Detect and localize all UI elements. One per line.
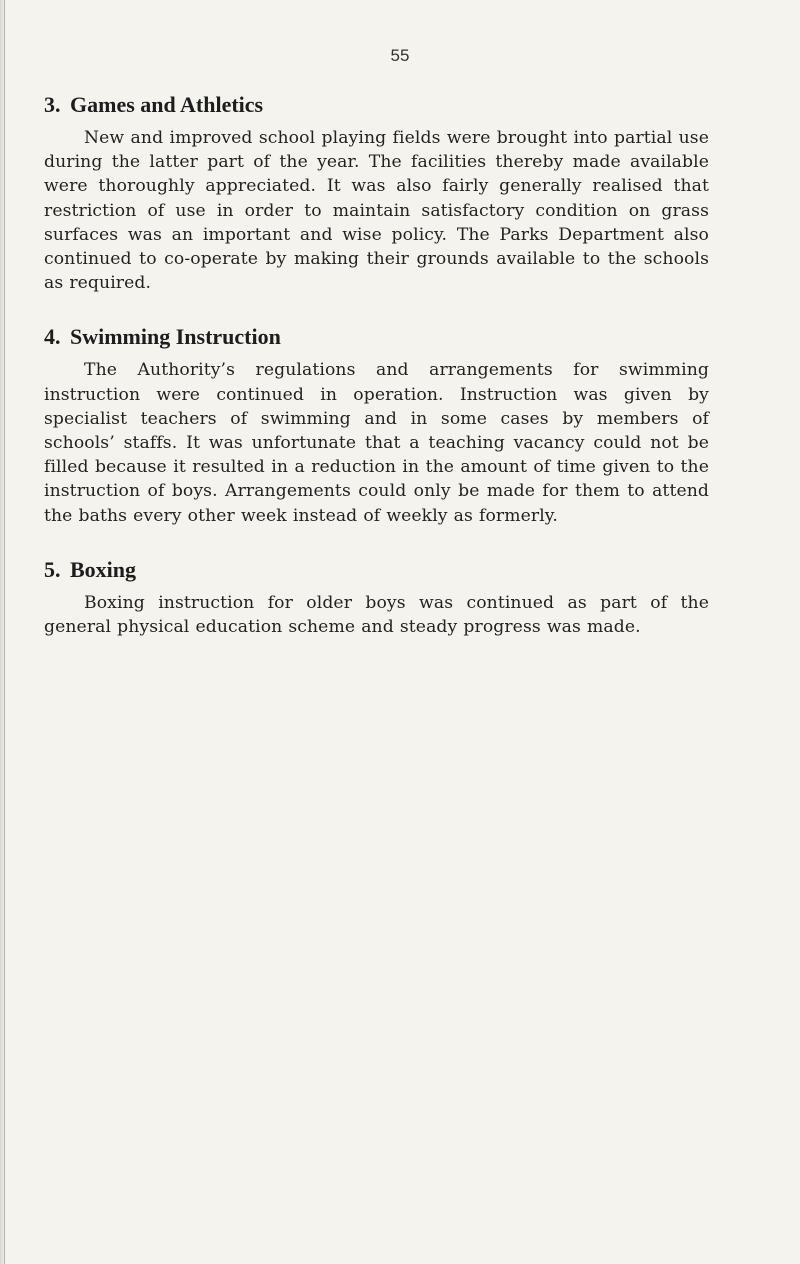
section-title: Boxing	[70, 556, 137, 582]
section-heading	[44, 90, 709, 120]
section-number: 5.	[44, 556, 61, 582]
page-number: 55	[390, 46, 410, 65]
section-games-and-athletics	[44, 90, 709, 295]
page-binding-line	[4, 0, 5, 1264]
section-swimming-instruction	[44, 322, 709, 527]
section-boxing	[44, 555, 709, 639]
section-paragraph: Boxing instruction for older boys was continued as part of the general physical education scheme and steady progress was made.	[44, 592, 709, 638]
section-paragraph: New and improved school playing fields were brought into partial use during the latter part of the year. The facilities thereby made available were thoroughly appreciated. It was also fairly generally realised that restriction of use in order to maintain satisfactory condition on grass surfaces was an important and wise policy. The Parks Department also continued to co-operate by making their grounds available to the schools as required.	[44, 128, 709, 294]
section-title: Games and Athletics	[70, 92, 264, 117]
section-paragraph: The Authority’s regulations and arrangements for swimming instruction were continued in operation. Instruction was given by specialist teachers of swimming and in some cases by members of schools’ staffs. It was unfortunate that a teaching vacancy could not be filled because it resulted in a reduction in the amount of time given to the instruction of boys. Arrangements could only be made for them to attend the baths every other week instead of weekly as formerly.	[44, 360, 709, 526]
section-number: 4.	[44, 324, 61, 350]
section-title: Swimming Instruction	[70, 324, 281, 350]
page-binding-edge	[0, 0, 6, 1264]
section-heading	[44, 322, 709, 352]
section-number: 3.	[44, 92, 61, 117]
section-heading	[44, 555, 709, 585]
document-body	[44, 90, 709, 666]
